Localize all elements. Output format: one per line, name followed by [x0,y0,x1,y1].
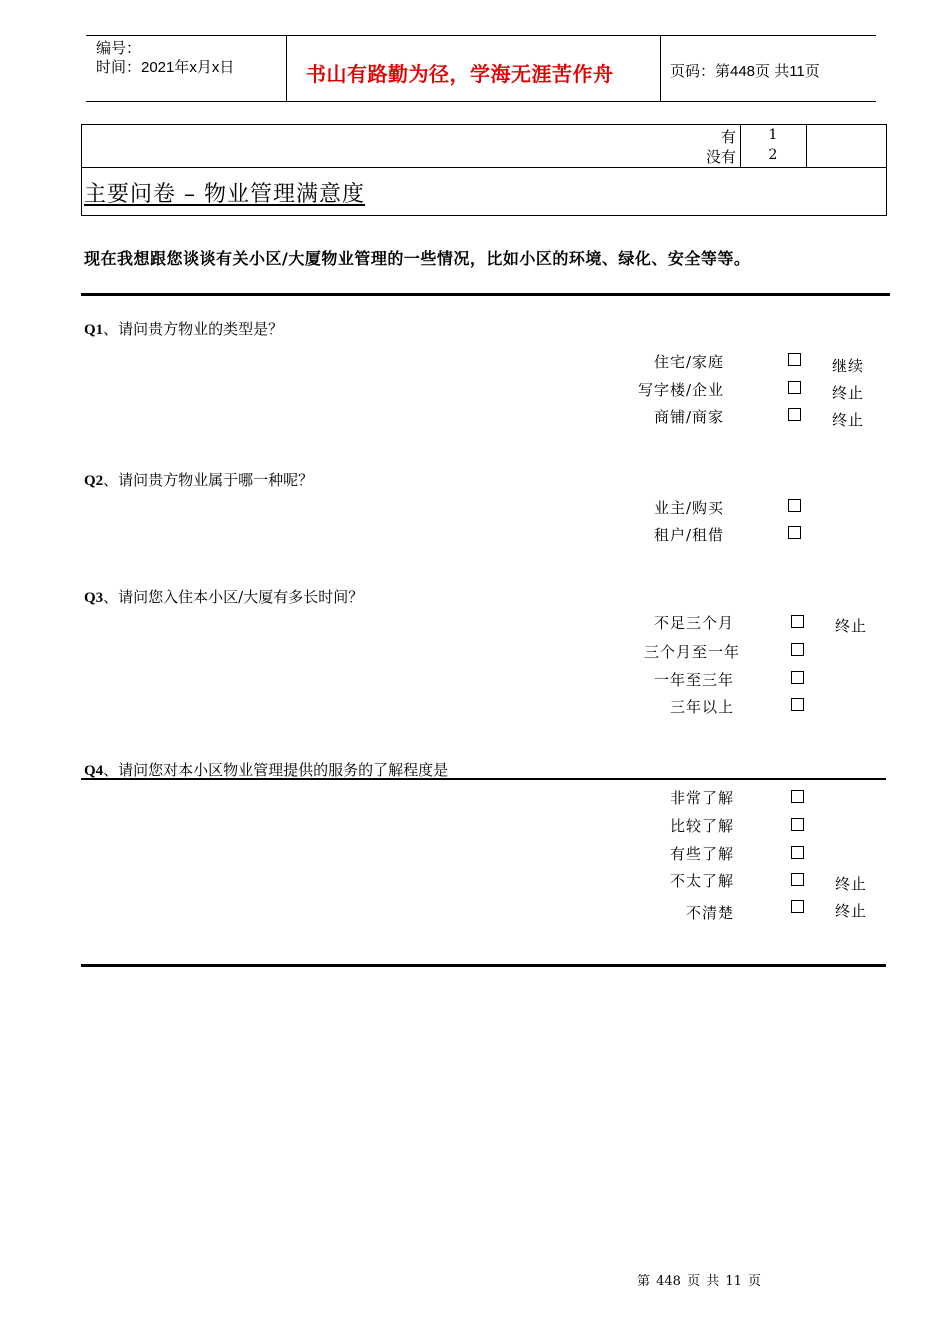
checkbox[interactable] [791,671,804,684]
option-label: 有些了解 [669,845,734,863]
code-value-no: 2 [768,147,778,163]
option-action: 终止 [835,875,868,893]
question-text: Q3、请问您入住本小区/大厦有多长时间？ [84,588,364,606]
option-label: 不太了解 [669,872,734,890]
header-bottom-line [86,101,876,102]
intro-text: 现在我想跟您谈谈有关小区/大厦物业管理的一些情况，比如小区的环境、绿化、安全等等。 [84,249,751,268]
option-label: 商铺/商家 [653,408,724,426]
question-text: Q1、请问贵方物业的类型是？ [84,320,284,338]
checkbox[interactable] [788,526,801,539]
number-label: 编号： [96,40,142,57]
page-footer: 第 448 页 共 11 页 [637,1274,762,1289]
motto: 书山有路勤为径，学海无涯苦作舟 [306,64,614,86]
section-rule [81,293,890,296]
header-divider [286,35,287,101]
time-label: 时间：2021年x月x日 [96,59,235,76]
checkbox[interactable] [788,408,801,421]
option-label: 租户/租借 [653,526,724,544]
option-label: 非常了解 [669,789,734,807]
checkbox[interactable] [788,353,801,366]
checkbox[interactable] [788,381,801,394]
option-action: 终止 [832,411,865,429]
code-box [81,124,887,216]
checkbox[interactable] [791,615,804,628]
question-rule [81,778,886,780]
code-value-yes: 1 [768,127,778,143]
code-box-vline [806,125,807,167]
checkbox[interactable] [791,698,804,711]
code-label-yes: 有 [720,128,736,146]
option-label: 写字楼/企业 [637,381,724,399]
checkbox[interactable] [791,790,804,803]
option-action: 继续 [832,357,865,375]
code-box-vline [740,125,741,167]
end-rule [81,964,886,967]
option-label: 三个月至一年 [643,643,740,661]
code-label-no: 没有 [705,148,736,166]
option-label: 三年以上 [669,698,734,716]
checkbox[interactable] [791,873,804,886]
option-label: 不足三个月 [653,614,734,632]
survey-title: 主要问卷 – 物业管理满意度 [84,182,365,207]
checkbox[interactable] [788,499,801,512]
checkbox[interactable] [791,900,804,913]
checkbox[interactable] [791,643,804,656]
question-text: Q4、请问您对本小区物业管理提供的服务的了解程度是 [84,761,449,779]
question-text: Q2、请问贵方物业属于哪一种呢？ [84,471,314,489]
page-label: 页码：第448页 共11页 [670,63,820,80]
option-action: 终止 [835,902,868,920]
header-divider [660,35,661,101]
header-top-line [86,35,876,36]
checkbox[interactable] [791,846,804,859]
option-label: 一年至三年 [653,671,734,689]
option-action: 终止 [832,384,865,402]
option-label: 住宅/家庭 [653,353,724,371]
option-label: 业主/购买 [653,499,724,517]
code-box-divider [82,167,886,168]
option-action: 终止 [835,617,868,635]
checkbox[interactable] [791,818,804,831]
option-label: 比较了解 [669,817,734,835]
option-label: 不清楚 [685,904,734,922]
